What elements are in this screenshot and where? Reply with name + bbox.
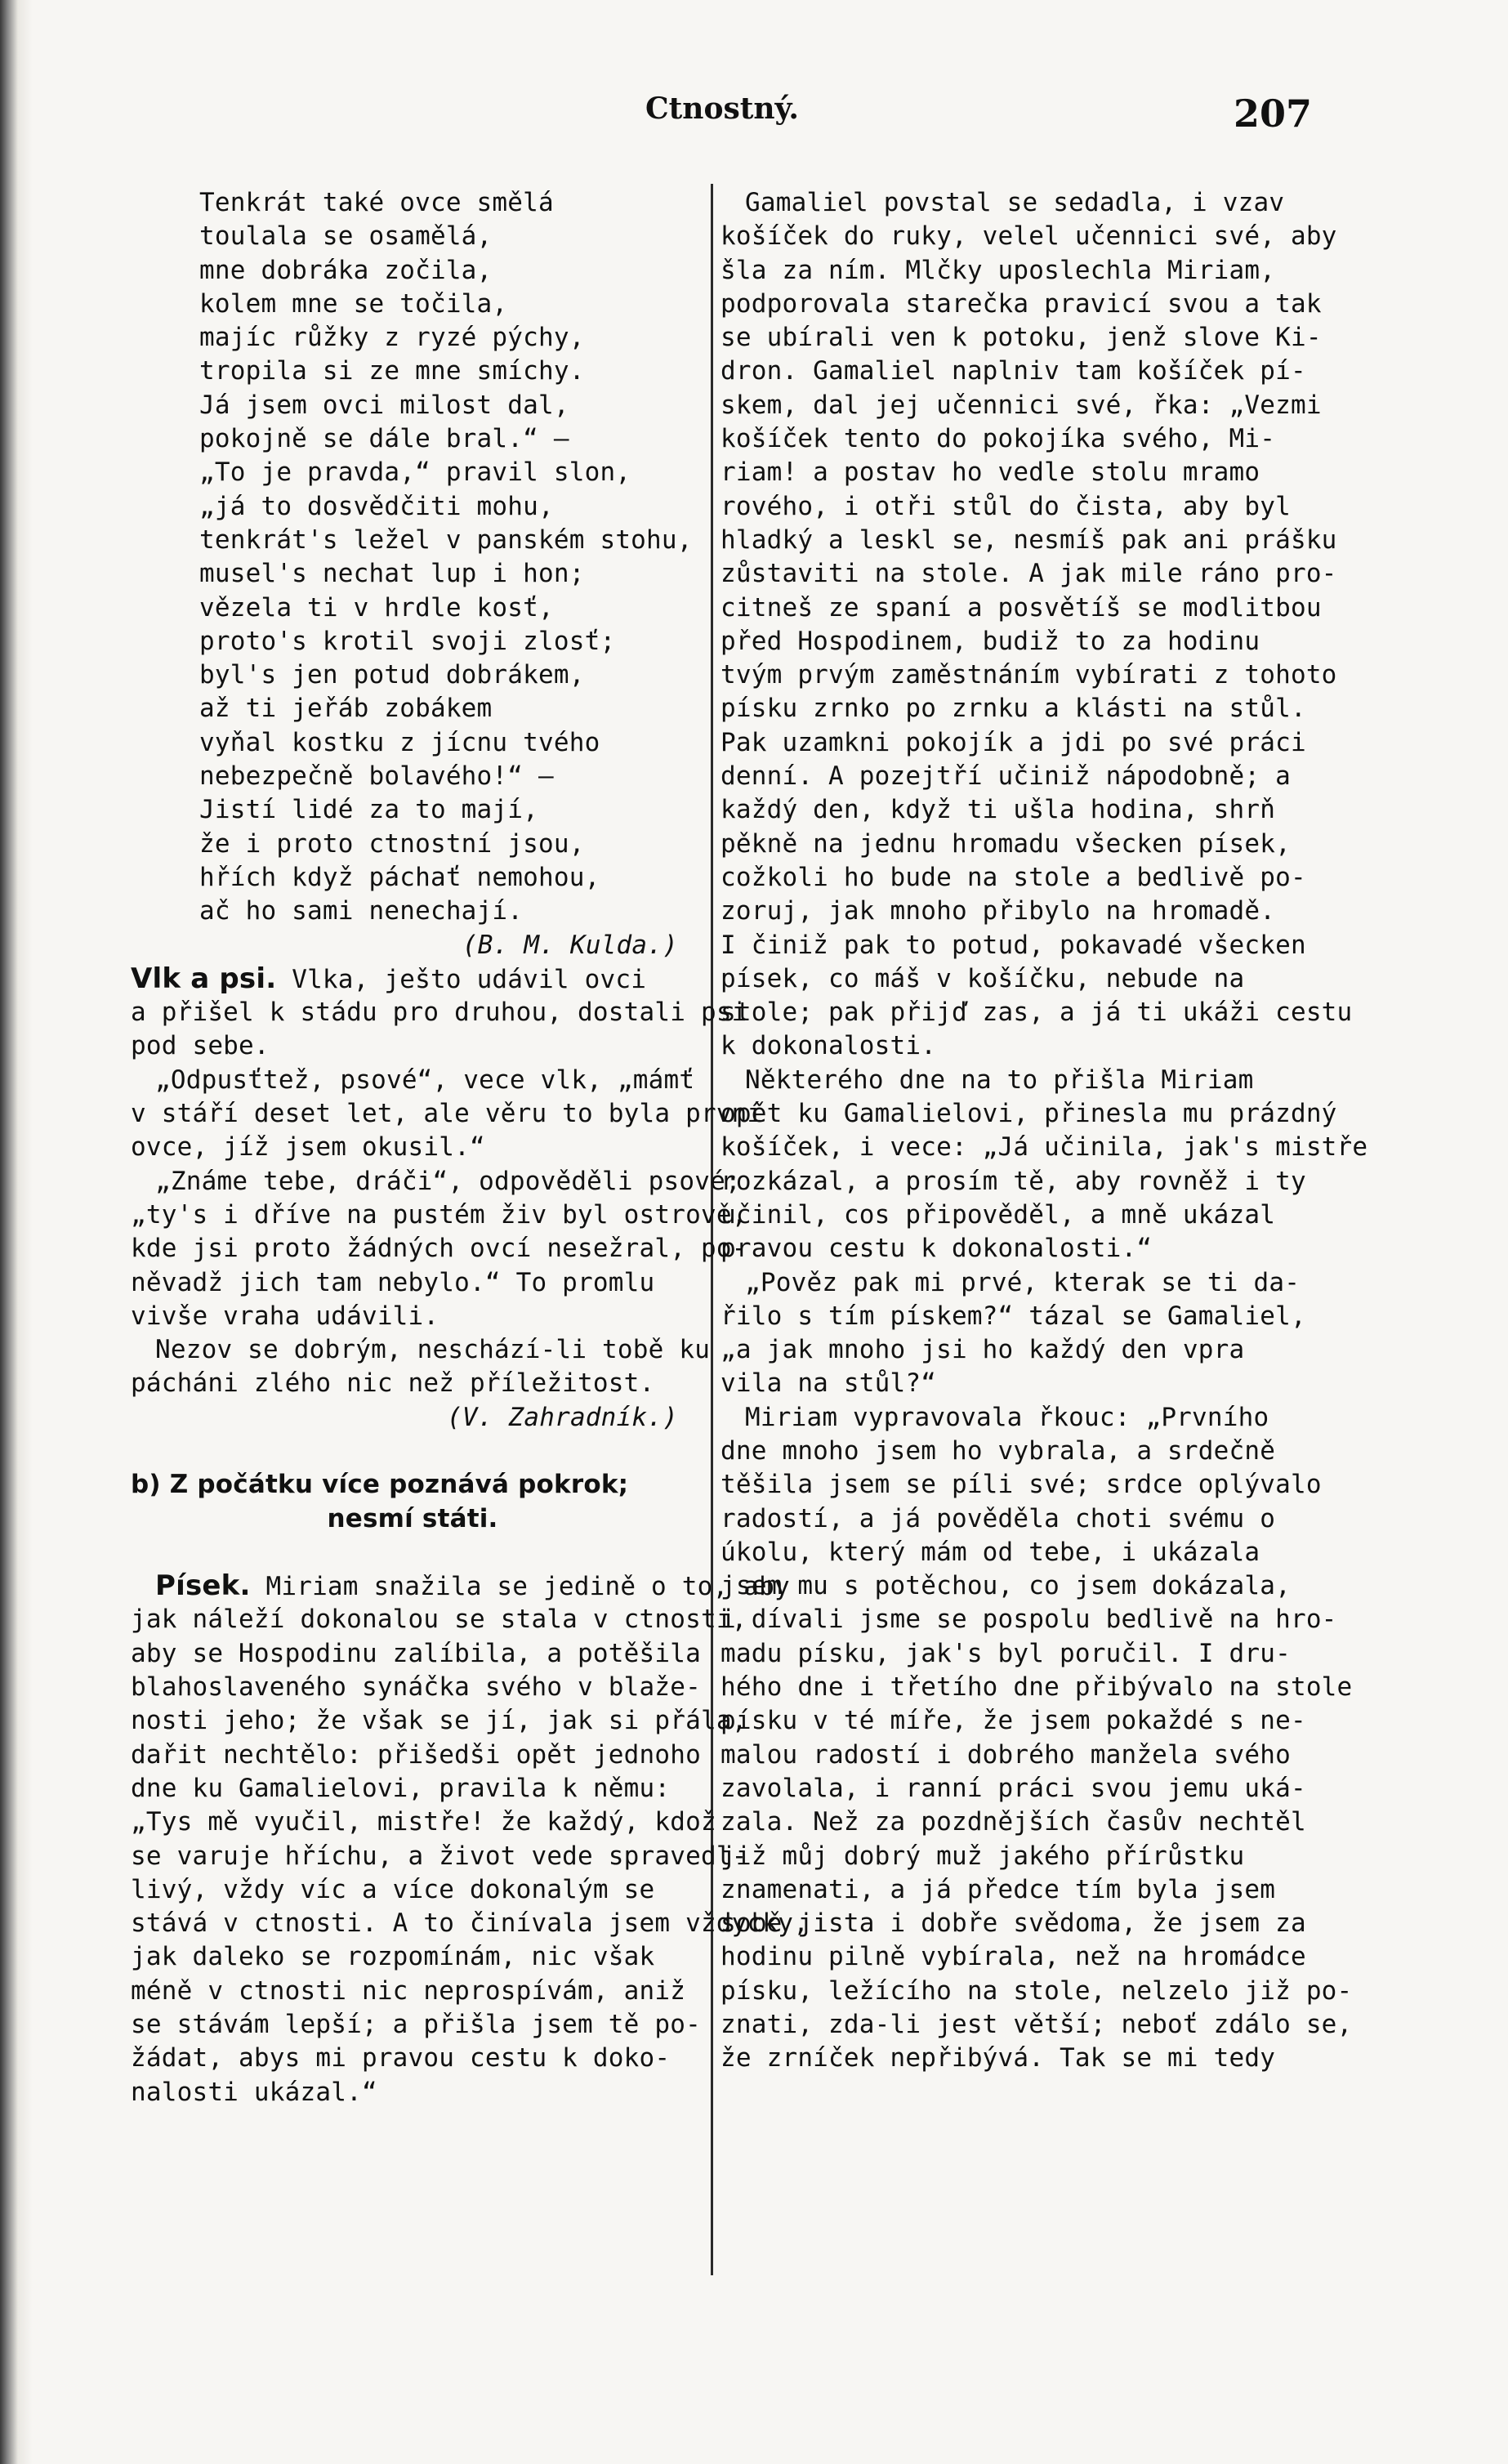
line-text: riam! a postav ho vedle stolu mramo: [721, 458, 1260, 488]
line-text: jak daleko se rozpomínám, nic však: [131, 1942, 655, 1972]
line-text: se stávám lepší; a přišla jsem tě po-: [131, 2010, 701, 2040]
text-line: [721, 692, 1306, 725]
text-line: [131, 1266, 694, 1300]
line-text: dne mnoho jsem ho vybrala, a srdečně: [721, 1435, 1276, 1466]
text-line: [721, 962, 1292, 996]
text-line: [131, 1232, 747, 1265]
line-text: v stáří deset let, ale věru to byla první: [131, 1099, 763, 1129]
text-line: [131, 1367, 694, 1400]
line-text: „ty's i dříve na pustém živ byl ostrově,: [131, 1199, 747, 1230]
line-text: košíček, i vece: „Já učinila, jak's mistře: [721, 1132, 1368, 1163]
line-text: hladký a leskl se, nesmíš pak ani prášku: [721, 524, 1337, 555]
text-line: [131, 254, 694, 288]
text-line: [721, 793, 1292, 827]
text-line: [721, 1637, 1292, 1671]
text-line: [131, 1300, 694, 1333]
line-text: toulala se osamělá,: [199, 221, 493, 252]
text-line: [131, 1940, 694, 1974]
text-line: [131, 524, 694, 557]
text-line: [131, 186, 694, 220]
line-text: I činiž pak to potud, pokavadé všecken: [721, 930, 1306, 960]
text-line: [721, 726, 1306, 760]
text-line: [131, 1772, 694, 1806]
text-line: [131, 1704, 747, 1738]
text-line: [721, 1199, 1292, 1232]
line-text: a přišel k stádu pro druhou, dostali psi: [131, 998, 747, 1028]
text-line: [721, 828, 1292, 861]
text-line: [721, 1266, 1301, 1300]
text-line: [721, 1300, 1306, 1333]
text-line: [721, 1333, 1292, 1367]
line-text: stole; pak přijď zas, a já ti ukáži cestu: [721, 998, 1353, 1028]
page-number: 207: [1234, 92, 1313, 136]
text-line: [721, 1131, 1368, 1164]
text-line: [721, 1029, 1292, 1063]
line-text: „To je pravda,“ pravil slon,: [199, 458, 631, 488]
text-line: [721, 1064, 1292, 1097]
text-line: [131, 1536, 694, 1569]
line-text: kolem mne se točila,: [199, 288, 508, 319]
line-text: aby se Hospodinu zalíbila, a potěšila: [131, 1638, 701, 1668]
text-line: [131, 1806, 716, 1839]
text-line: [721, 1232, 1292, 1265]
line-text: zůstaviti na stole. A jak mile ráno pro-: [721, 559, 1337, 589]
text-line: [131, 422, 694, 456]
line-text: písku, ležícího na stole, nelzelo již po-: [721, 1975, 1353, 2006]
text-line: [721, 658, 1337, 692]
line-text: mne dobráka zočila,: [199, 255, 493, 285]
line-text: (B. M. Kulda.): [462, 930, 678, 960]
line-text: již můj dobrý muž jakého přírůstku: [721, 1841, 1245, 1871]
line-text: méně v ctnosti nic neprospívám, aniž: [131, 1975, 686, 2006]
line-text: jak náleží dokonalou se stala v ctnosti,: [131, 1605, 747, 1635]
line-text: zoruj, jak mnoho přibylo na hromadě.: [721, 896, 1276, 926]
text-line: [721, 1165, 1306, 1199]
line-text: „a jak mnoho jsi ho každý den vpra: [721, 1335, 1245, 1365]
line-text: tvým prvým zaměstnáním vybírati z tohoto: [721, 660, 1337, 690]
line-text: pokojně se dále bral.“ —: [199, 424, 569, 454]
text-line: [131, 1333, 711, 1367]
line-text: se ubírali ven k potoku, jenž slove Ki-: [721, 323, 1322, 353]
line-text: písku zrnko po zrnku a klásti na stůl.: [721, 694, 1306, 724]
text-line: [131, 996, 747, 1029]
text-line: [721, 2008, 1353, 2042]
line-text: nalosti ukázal.“: [131, 2077, 377, 2107]
line-text: blahoslaveného synáčka svého v blaže-: [131, 1672, 701, 1703]
line-text: Miriam vypravovala řkouc: „Prvního: [745, 1402, 1269, 1432]
line-text: dron. Gamaliel naplniv tam košíček pí-: [721, 356, 1306, 386]
line-text: „já to dosvědčiti mohu,: [199, 491, 554, 521]
line-text: Jistí lidé za to mají,: [199, 795, 538, 825]
line-text: znati, zda-li jest větší; neboť zdálo se,: [721, 2010, 1353, 2040]
text-line: [131, 490, 694, 524]
line-text: pravou cestu k dokonalosti.“: [721, 1234, 1153, 1264]
text-line: [131, 1468, 694, 1502]
text-line: [131, 1165, 741, 1199]
line-text: hodinu pilně vybírala, než na hromádce: [721, 1942, 1306, 1972]
line-text: opět ku Gamalielovi, přinesla mu prázdný: [721, 1099, 1337, 1129]
text-line: [131, 1671, 701, 1704]
column-divider: [711, 184, 713, 2275]
line-text: že zrníček nepřibývá. Tak se mi tedy: [721, 2043, 1276, 2073]
line-text: b) Z počátku více poznává pokrok;: [131, 1470, 629, 1500]
text-line: [131, 1401, 694, 1435]
text-line: [131, 456, 694, 489]
line-text: „Odpusťtež, psové“, vece vlk, „mámť: [155, 1065, 695, 1095]
line-text: šla za ním. Mlčky uposlechla Miriam,: [721, 255, 1276, 285]
page-header: [0, 92, 1508, 141]
text-line: [131, 1131, 694, 1164]
text-line: [721, 186, 1292, 220]
text-line: [131, 1029, 694, 1063]
text-line: [131, 692, 694, 725]
line-text: řilo s tím pískem?“ tázal se Gamaliel,: [721, 1301, 1306, 1331]
line-text: že i proto ctnostní jsou,: [199, 828, 585, 859]
text-line: [131, 895, 694, 928]
line-text: i dívali jsme se pospolu bedlivě na hro-: [721, 1605, 1337, 1635]
text-line: [131, 1840, 747, 1873]
text-line: [131, 1435, 694, 1468]
line-text: citneš ze spaní a posvětíš se modlitbou: [721, 592, 1322, 623]
line-text: ovce, jíž jsem okusil.“: [131, 1132, 485, 1163]
line-text: učinil, cos připověděl, a mně ukázal: [721, 1199, 1276, 1230]
text-line: [131, 1907, 809, 1940]
text-line: [721, 254, 1292, 288]
text-line: [721, 1704, 1306, 1738]
text-line: [131, 1873, 694, 1907]
line-text: proto's krotil svoji zlosť;: [199, 626, 616, 656]
line-text: nesmí státi.: [327, 1503, 498, 1533]
text-line: [721, 1907, 1306, 1940]
line-text: cožkoli ho bude na stole a bedlivě po-: [721, 862, 1306, 892]
text-line: [131, 321, 694, 355]
text-line: [131, 861, 694, 895]
text-line: [721, 1569, 1292, 1603]
text-line: [131, 726, 694, 760]
line-text: zavolala, i ranní práci svou jemu uká-: [721, 1773, 1306, 1803]
text-line: [721, 456, 1292, 489]
left-column: [131, 186, 809, 2109]
line-text: majíc růžky z ryzé pýchy,: [199, 323, 585, 353]
text-line: [721, 1671, 1353, 1704]
text-line: [721, 591, 1322, 625]
line-text: jsem mu s potěchou, co jsem dokázala,: [721, 1571, 1291, 1601]
text-line: [721, 996, 1353, 1029]
line-text: ač ho sami nenechají.: [199, 896, 524, 926]
text-line: [721, 1502, 1292, 1536]
line-text: vězela ti v hrdle kosť,: [199, 592, 554, 623]
line-text: „Pověz pak mi prvé, kterak se ti da-: [745, 1267, 1301, 1297]
line-text: kde jsi proto žádných ovcí nesežral, po-: [131, 1234, 747, 1264]
line-text: zala. Než za pozdnějších časův nechtěl: [721, 1807, 1306, 1837]
line-text: sobě jista i dobře svědoma, že jsem za: [721, 1908, 1306, 1939]
line-text: „Tys mě vyučil, mistře! že každý, kdož: [131, 1807, 716, 1837]
line-text: madu písku, jak's byl poručil. I dru-: [721, 1638, 1291, 1668]
text-line: [131, 1603, 747, 1636]
line-text: hého dne i třetího dne přibývalo na stole: [721, 1672, 1353, 1703]
line-text: pácháni zlého nic než příležitost.: [131, 1368, 655, 1399]
line-text: vyňal kostku z jícnu tvého: [199, 727, 600, 757]
section-lead: Vlk a psi.: [131, 962, 277, 995]
text-line: [131, 1637, 701, 1671]
line-text: Tenkrát také ovce smělá: [199, 188, 554, 217]
text-line: [721, 1367, 1292, 1400]
text-line: [131, 1569, 790, 1603]
text-line: [131, 1199, 747, 1232]
line-text: Gamaliel povstal se sedadla, i vzav: [745, 188, 1285, 217]
text-line: [721, 288, 1322, 321]
text-line: [721, 1873, 1292, 1907]
text-line: [721, 524, 1337, 557]
line-text: košíček do ruky, velel učennici své, aby: [721, 221, 1337, 252]
line-text: radostí, a já pověděla choti svému o: [721, 1503, 1276, 1533]
text-line: [721, 861, 1306, 895]
text-line: [721, 1739, 1292, 1772]
line-text: Miriam snažila se jedině o to, aby: [250, 1572, 790, 1602]
text-line: [721, 625, 1292, 658]
line-text: těšila jsem se píli své; srdce oplývalo: [721, 1470, 1322, 1500]
text-line: [131, 962, 694, 996]
text-line: [131, 288, 694, 321]
text-line: [721, 1806, 1306, 1839]
text-line: [131, 828, 694, 861]
line-text: (V. Zahradník.): [447, 1402, 678, 1432]
text-line: [131, 1064, 694, 1097]
line-text: žádat, abys mi pravou cestu k doko-: [131, 2043, 671, 2073]
text-line: [131, 557, 694, 591]
line-text: podporovala starečka pravicí svou a tak: [721, 288, 1322, 319]
line-text: pod sebe.: [131, 1031, 270, 1061]
line-text: malou radostí i dobrého manžela svého: [721, 1739, 1291, 1770]
line-text: hřích když páchať nemohou,: [199, 862, 600, 892]
line-text: stává v ctnosti. A to činívala jsem vždycky,: [131, 1908, 809, 1939]
text-line: [131, 1975, 694, 2008]
line-text: úkolu, který mám od tebe, i ukázala: [721, 1537, 1260, 1567]
text-line: [131, 658, 694, 692]
text-line: [131, 389, 694, 422]
line-text: denní. A pozejtří učiniž nápodobně; a: [721, 761, 1291, 792]
line-text: písek, co máš v košíčku, nebude na: [721, 963, 1245, 993]
text-line: [721, 355, 1306, 388]
text-line: [721, 1940, 1306, 1974]
line-text: Nezov se dobrým, neschází-li tobě ku: [155, 1335, 711, 1365]
text-line: [721, 760, 1292, 793]
text-line: [721, 1536, 1292, 1569]
line-text: nosti jeho; že však se jí, jak si přála,: [131, 1706, 747, 1736]
line-text: vila na stůl?“: [721, 1368, 937, 1399]
line-text: livý, vždy víc a více dokonalým se: [131, 1874, 655, 1904]
text-line: [721, 220, 1337, 253]
line-text: něvadž jich tam nebylo.“ To promlu: [131, 1267, 655, 1297]
section-lead: Písek.: [155, 1569, 251, 1603]
text-line: [131, 760, 694, 793]
text-line: [721, 321, 1322, 355]
line-text: rového, i otři stůl do čista, aby byl: [721, 491, 1291, 521]
text-line: [131, 1502, 694, 1536]
right-column: [721, 186, 1368, 2076]
line-text: Vlka, ješto udávil ovci: [276, 964, 647, 994]
line-text: byl's jen potud dobrákem,: [199, 660, 585, 690]
text-line: [721, 557, 1337, 591]
text-line: [131, 2076, 694, 2109]
line-text: Pak uzamkni pokojík a jdi po své práci: [721, 727, 1306, 757]
text-line: [131, 1739, 701, 1772]
line-text: dne ku Gamalielovi, pravila k němu:: [131, 1773, 671, 1803]
text-line: [131, 220, 694, 253]
line-text: před Hospodinem, budiž to za hodinu: [721, 626, 1260, 656]
text-line: [721, 422, 1292, 456]
text-line: [721, 1435, 1292, 1468]
line-text: znamenati, a já předce tím byla jsem: [721, 1874, 1276, 1904]
text-line: [131, 1097, 763, 1131]
line-text: „Známe tebe, dráči“, odpověděli psové;: [155, 1166, 741, 1196]
text-line: [721, 1401, 1292, 1435]
line-text: písku v té míře, že jsem pokaždé s ne-: [721, 1706, 1306, 1736]
text-line: [721, 389, 1322, 422]
text-line: [131, 2042, 694, 2075]
text-line: [131, 355, 694, 388]
text-line: [131, 2008, 701, 2042]
line-text: tenkrát's ležel v panském stohu,: [199, 524, 693, 555]
text-line: [721, 1097, 1337, 1131]
text-line: [131, 929, 694, 962]
running-title: Ctnostný.: [645, 92, 799, 126]
line-text: až ti jeřáb zobákem: [199, 694, 493, 724]
line-text: pěkně na jednu hromadu všecken písek,: [721, 828, 1291, 859]
text-line: [721, 1603, 1337, 1636]
text-line: [131, 793, 694, 827]
line-text: skem, dal jej učennici své, řka: „Vezmi: [721, 390, 1322, 420]
line-text: Já jsem ovci milost dal,: [199, 390, 569, 420]
text-line: [721, 1840, 1292, 1873]
text-line: [131, 591, 694, 625]
text-line: [721, 929, 1306, 962]
text-line: [721, 1468, 1322, 1502]
line-text: každý den, když ti ušla hodina, shrň: [721, 795, 1276, 825]
line-text: dařit nechtělo: přišedši opět jednoho: [131, 1739, 701, 1770]
text-line: [721, 1975, 1353, 2008]
line-text: vivše vraha udávili.: [131, 1301, 439, 1331]
line-text: se varuje hříchu, a život vede spravedl-: [131, 1841, 747, 1871]
line-text: košíček tento do pokojíka svého, Mi-: [721, 424, 1276, 454]
line-text: nebezpečně bolavého!“ —: [199, 761, 554, 792]
text-line: [721, 2042, 1292, 2075]
line-text: tropila si ze mne smíchy.: [199, 356, 585, 386]
text-line: [721, 895, 1292, 928]
line-text: Některého dne na to přišla Miriam: [745, 1065, 1254, 1095]
line-text: k dokonalosti.: [721, 1031, 937, 1061]
text-line: [721, 490, 1292, 524]
line-text: musel's nechat lup i hon;: [199, 559, 585, 589]
text-line: [131, 625, 694, 658]
line-text: rozkázal, a prosím tě, aby rovněž i ty: [721, 1166, 1306, 1196]
text-line: [721, 1772, 1306, 1806]
